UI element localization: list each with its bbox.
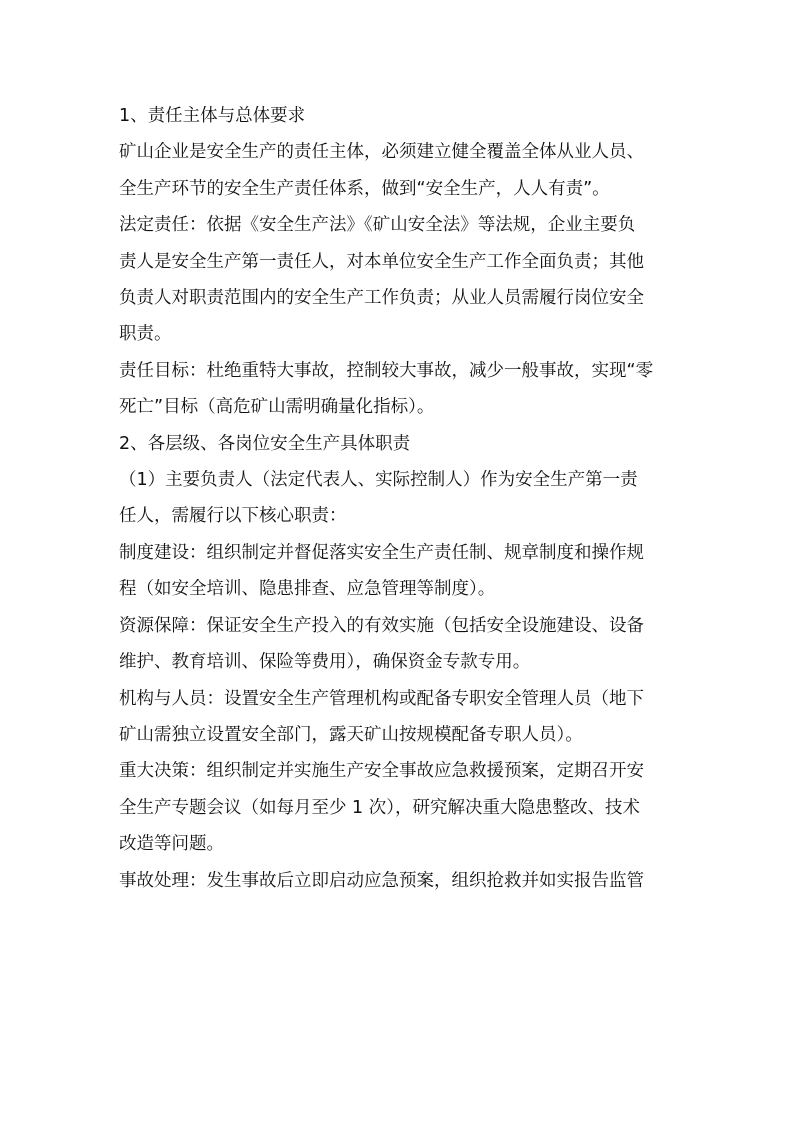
text-line: 机构与人员：设置安全生产管理机构或配备专职安全管理人员（地下 — [119, 688, 644, 709]
text-line: 责人是安全生产第一责任人，对本单位安全生产工作全面负责；其他 — [119, 251, 644, 272]
document-body — [119, 98, 675, 899]
text-line: 制度建设：组织制定并督促落实安全生产责任制、规章制度和操作规 — [119, 542, 644, 563]
text-line: （1）主要负责人（法定代表人、实际控制人）作为安全生产第一责 — [119, 470, 638, 491]
text-line: 全生产环节的安全生产责任体系，做到“安全生产，人人有责”。 — [119, 178, 610, 199]
text-line: 重大决策：组织制定并实施生产安全事故应急救援预案，定期召开安 — [119, 761, 644, 782]
text-line: 法定责任：依据《安全生产法》《矿山安全法》等法规，企业主要负 — [119, 215, 636, 236]
text-line: 全生产专题会议（如每月至少 1 次），研究解决重大隐患整改、技术 — [119, 797, 641, 818]
text-line: 任人，需履行以下核心职责： — [119, 506, 347, 527]
section-heading-2: 2、各层级、各岗位安全生产具体职责 — [119, 433, 411, 454]
text-line: 程（如安全培训、隐患排查、应急管理等制度）。 — [119, 579, 496, 600]
text-line: 矿山需独立设置安全部门，露天矿山按规模配备专职人员）。 — [119, 724, 583, 745]
text-line: 维护、教育培训、保险等费用），确保资金专款专用。 — [119, 652, 531, 673]
text-line: 死亡”目标（高危矿山需明确量化指标）。 — [119, 397, 435, 418]
section-heading-1: 1、责任主体与总体要求 — [119, 106, 306, 126]
text-line: 资源保障：保证安全生产投入的有效实施（包括安全设施建设、设备 — [119, 615, 644, 636]
text-line: 事故处理：发生事故后立即启动应急预案，组织抢救并如实报告监管 — [119, 870, 644, 891]
text-line: 负责人对职责范围内的安全生产工作负责；从业人员需履行岗位安全 — [119, 288, 644, 309]
text-line: 改造等问题。 — [119, 834, 224, 855]
text-line: 责任目标：杜绝重特大事故，控制较大事故，减少一般事故，实现“零 — [119, 360, 654, 381]
text-line: 职责。 — [119, 324, 172, 345]
text-line: 矿山企业是安全生产的责任主体，必须建立健全覆盖全体从业人员、 — [119, 142, 644, 163]
